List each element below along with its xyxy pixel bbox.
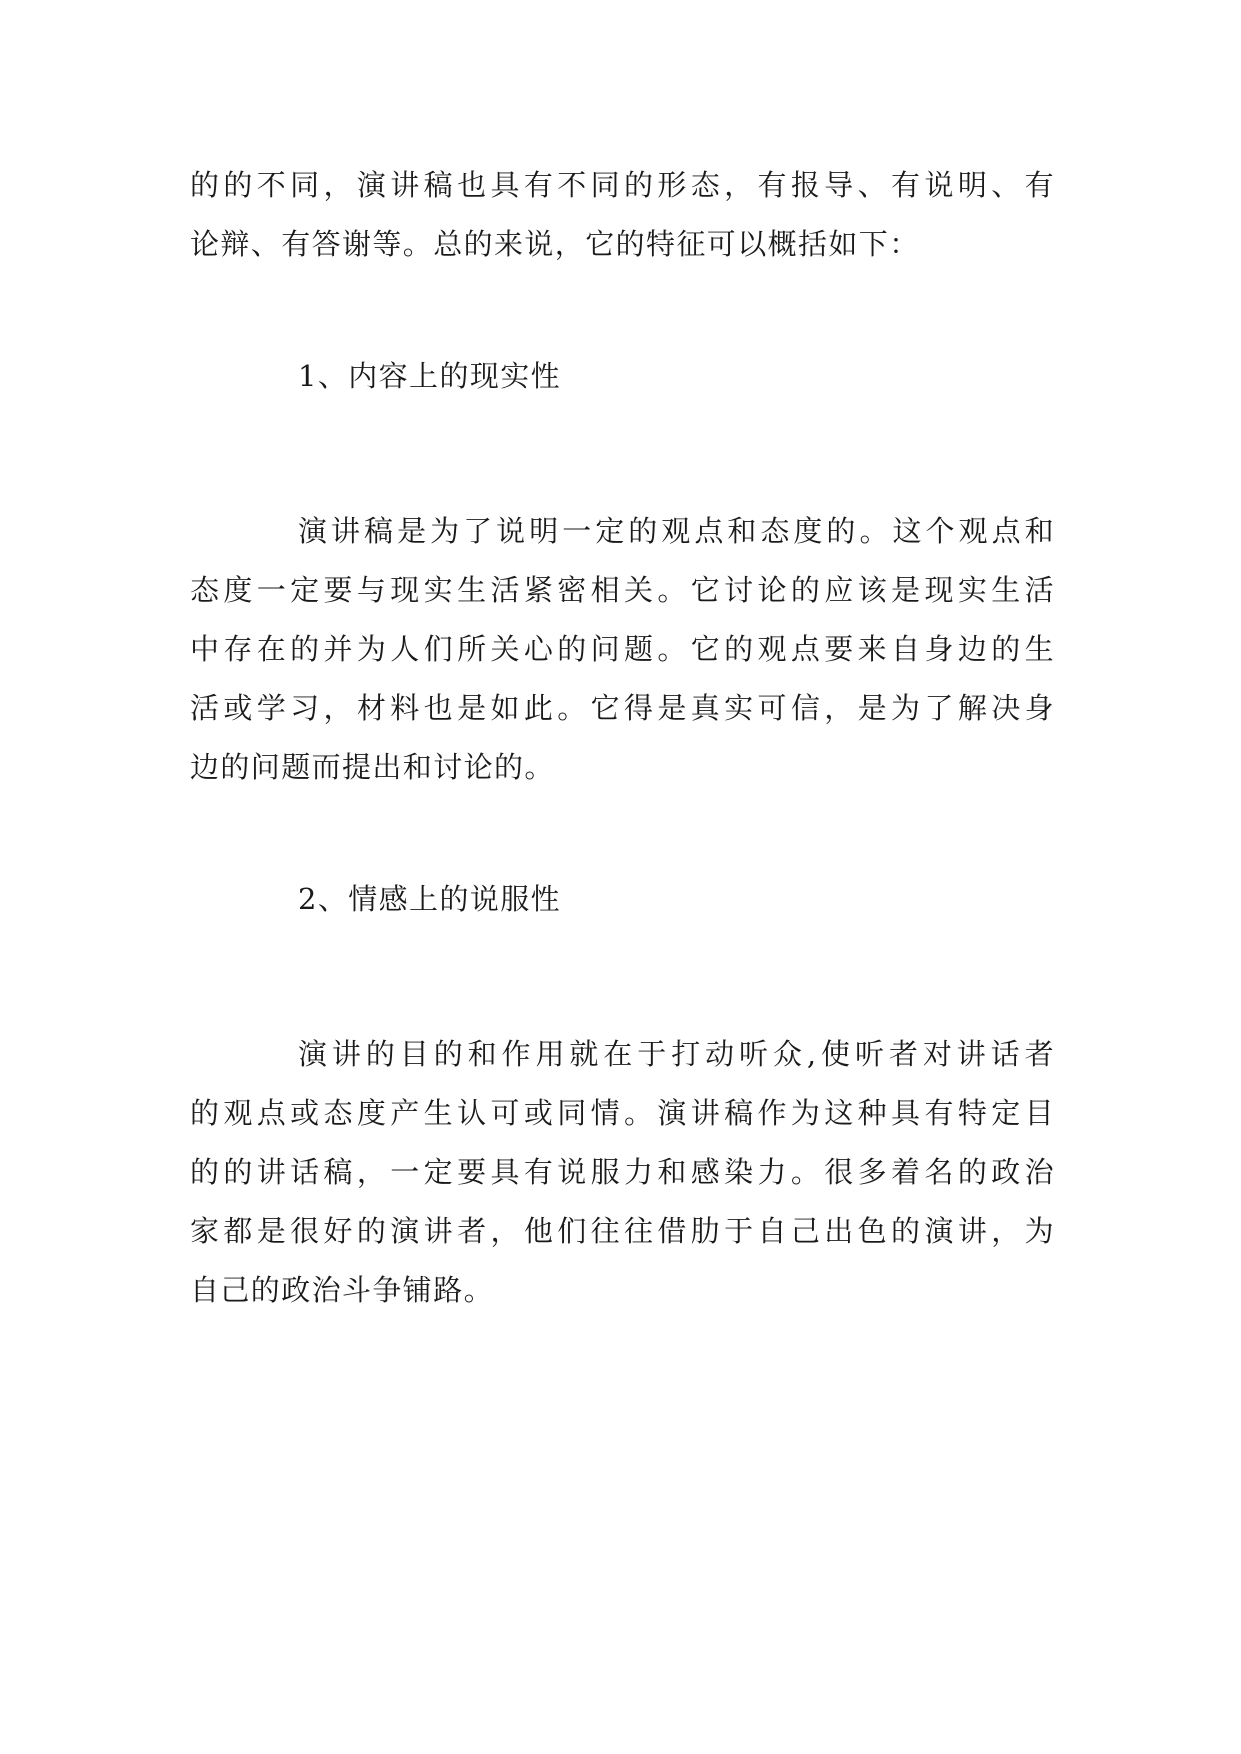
section-2-heading: 2、情感上的说服性	[298, 882, 562, 916]
section-2-paragraph-line: 自己的政治斗争铺路。	[190, 1273, 495, 1307]
section-2-paragraph-line: 演讲的目的和作用就在于打动听众,使听者对讲话者	[298, 1037, 1055, 1071]
section-2-paragraph-line: 家都是很好的演讲者，他们往往借肋于自己出色的演讲，为	[190, 1214, 1055, 1248]
section-1-paragraph-line: 态度一定要与现实生活紧密相关。它讨论的应该是现实生活	[190, 573, 1055, 607]
section-2-paragraph-line: 的观点或态度产生认可或同情。演讲稿作为这种具有特定目	[190, 1096, 1055, 1130]
section-1-heading: 1、内容上的现实性	[298, 359, 562, 393]
section-1-paragraph-line: 中存在的并为人们所关心的问题。它的观点要来自身边的生	[190, 632, 1055, 666]
section-1-paragraph-line: 边的问题而提出和讨论的。	[190, 750, 555, 784]
section-1-paragraph-line: 演讲稿是为了说明一定的观点和态度的。这个观点和	[298, 514, 1055, 548]
intro-line-1: 的的不同，演讲稿也具有不同的形态，有报导、有说明、有	[190, 168, 1055, 202]
intro-line-2: 论辩、有答谢等。总的来说，它的特征可以概括如下：	[190, 227, 920, 261]
section-2-paragraph-line: 的的讲话稿，一定要具有说服力和感染力。很多着名的政治	[190, 1155, 1055, 1189]
section-1-paragraph-line: 活或学习，材料也是如此。它得是真实可信，是为了解决身	[190, 691, 1055, 725]
